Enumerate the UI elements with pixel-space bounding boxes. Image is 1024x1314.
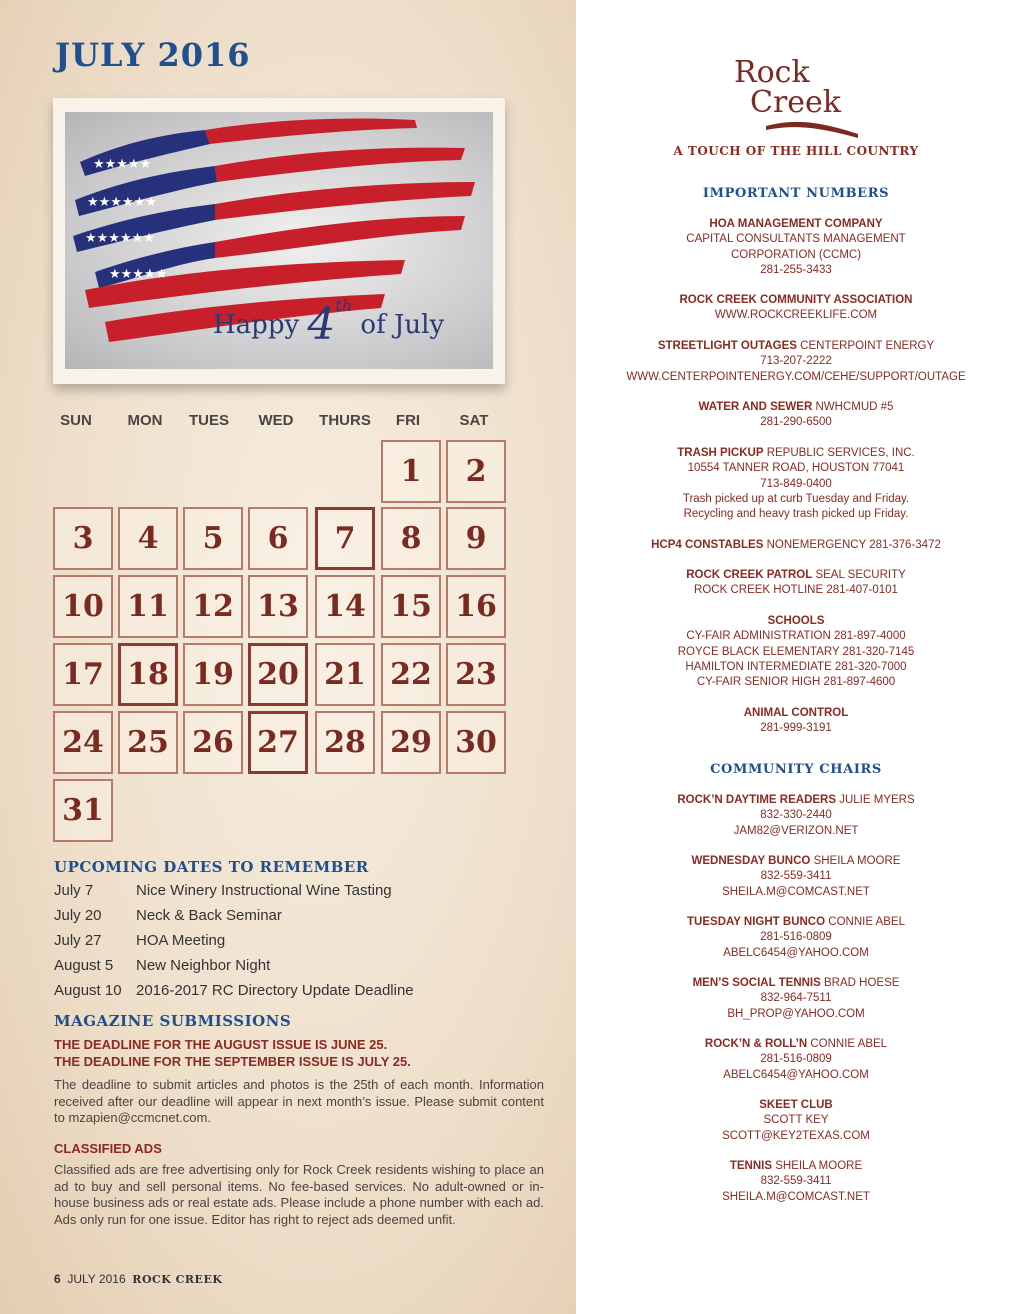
- entry-phone: 281-516-0809: [760, 1053, 832, 1066]
- entry-line: 10554 TANNER ROAD, HOUSTON 77041: [687, 462, 905, 475]
- weekday-wed: WED: [258, 412, 294, 429]
- entry-title: TUESDAY NIGHT BUNCO: [687, 916, 826, 928]
- water-entry: [576, 400, 1016, 431]
- calendar-day[interactable]: 25: [118, 711, 178, 774]
- animal-entry: [576, 706, 1016, 737]
- flag-card: [53, 98, 505, 384]
- entry-phone: 832-964-7511: [760, 992, 832, 1005]
- weekday-thurs: THURS: [319, 412, 371, 429]
- chair-entry: [576, 1159, 1016, 1205]
- entry-phone: 832-330-2440: [760, 809, 832, 822]
- entry-phone: 281-999-3191: [760, 722, 832, 735]
- event-date: August 5: [54, 957, 114, 974]
- calendar-day[interactable]: 15: [381, 575, 441, 638]
- entry-email[interactable]: JAM82@VERIZON.NET: [733, 824, 859, 837]
- august-deadline: THE DEADLINE FOR THE AUGUST ISSUE IS JUNE 25.: [54, 1037, 388, 1052]
- entry-title: WATER AND SEWER: [698, 401, 813, 413]
- calendar-day-highlighted[interactable]: 18: [118, 643, 178, 706]
- schools-entry: [576, 614, 1016, 690]
- event-name: 2016-2017 RC Directory Update Deadline: [136, 982, 414, 999]
- event-row: [54, 957, 270, 974]
- entry-provider: NWHCMUD #5: [815, 401, 894, 413]
- calendar-day[interactable]: 12: [183, 575, 243, 638]
- chair-entry: [576, 976, 1016, 1022]
- chairs-heading: COMMUNITY CHAIRS: [710, 762, 882, 777]
- happy-4th-caption: [213, 296, 444, 350]
- entry-title: ROCK’N & ROLL’N: [704, 1038, 808, 1050]
- entry-contact: SHEILA MOORE: [813, 855, 901, 867]
- fourth-number: 4: [307, 299, 336, 350]
- entry-contact: CONNIE ABEL: [828, 916, 905, 928]
- weekday-tues: TUES: [188, 412, 229, 429]
- entry-title: STREETLIGHT OUTAGES: [657, 340, 797, 352]
- september-deadline: THE DEADLINE FOR THE SEPTEMBER ISSUE IS JULY 25.: [54, 1054, 411, 1069]
- entry-line: CAPITAL CONSULTANTS MANAGEMENT: [686, 233, 906, 246]
- entry-title: MEN’S SOCIAL TENNIS: [692, 977, 821, 989]
- entry-line: CY-FAIR SENIOR HIGH 281-897-4600: [696, 676, 896, 689]
- trash-entry: [576, 446, 1016, 522]
- important-heading: IMPORTANT NUMBERS: [702, 186, 890, 201]
- entry-title: TENNIS: [729, 1160, 773, 1172]
- calendar-day[interactable]: 8: [381, 507, 441, 570]
- entry-title: ROCK’N DAYTIME READERS: [677, 794, 837, 806]
- calendar-day[interactable]: 22: [381, 643, 441, 706]
- entry-line: ROYCE BLACK ELEMENTARY 281-320-7145: [677, 645, 915, 658]
- entry-title: HCP4 CONSTABLES: [651, 539, 764, 551]
- event-date: July 20: [54, 907, 102, 924]
- logo-text: [734, 55, 841, 120]
- calendar-day[interactable]: 14: [315, 575, 375, 638]
- calendar-day[interactable]: 6: [248, 507, 308, 570]
- of-july-text: of July: [360, 310, 445, 340]
- entry-contact: CONNIE ABEL: [810, 1038, 888, 1050]
- entry-title: ANIMAL CONTROL: [743, 707, 849, 719]
- patrol-entry: [576, 568, 1016, 599]
- weekday-fri: FRI: [395, 412, 421, 429]
- calendar-day[interactable]: 26: [183, 711, 243, 774]
- calendar-day-highlighted[interactable]: 7: [315, 507, 375, 570]
- event-row: [54, 882, 392, 899]
- entry-phone: 713-849-0400: [760, 477, 832, 490]
- weekday-sat: SAT: [459, 412, 489, 429]
- entry-provider: REPUBLIC SERVICES, INC.: [766, 447, 915, 459]
- calendar-day[interactable]: 23: [446, 643, 506, 706]
- entry-provider: CENTERPOINT ENERGY: [800, 340, 935, 352]
- entry-email[interactable]: SHEILA.M@COMCAST.NET: [722, 885, 870, 898]
- classified-text: Classified ads are free advertising only for Rock Creek residents wishing to place an ad to buy and sell personal items. No fee-based services. No adult-owned or in-house business ads or real estate ads. Please include a phone number with each ad. Ads only run for one issue. Editor has right to reject ads deemed unfit.: [54, 1162, 544, 1227]
- event-date: July 27: [54, 932, 102, 949]
- entry-title: SKEET CLUB: [759, 1099, 833, 1111]
- svg-text:★★★★★★: ★★★★★★: [85, 231, 155, 246]
- event-row: [54, 907, 282, 924]
- calendar-day[interactable]: 24: [53, 711, 113, 774]
- entry-title: SCHOOLS: [767, 615, 825, 627]
- entry-email[interactable]: ABELC6454@YAHOO.COM: [723, 946, 869, 959]
- logo-line-2: Creek: [750, 85, 841, 120]
- american-flag-image: [65, 112, 493, 369]
- entry-phone: 281-516-0809: [760, 931, 832, 944]
- calendar-day[interactable]: 1: [381, 440, 441, 503]
- upcoming-heading: UPCOMING DATES TO REMEMBER: [54, 858, 369, 876]
- page-footer: [54, 1272, 222, 1286]
- entry-line: HAMILTON INTERMEDIATE 281-320-7000: [685, 660, 907, 673]
- submissions-text: The deadline to submit articles and photos is the 25th of each month. Information received after our deadline will appear in next month’s issue. Please submit content to mzapien@ccmcnet.com.: [54, 1077, 544, 1125]
- calendar-day[interactable]: 21: [315, 643, 375, 706]
- entry-contact: BRAD HOESE: [824, 977, 900, 989]
- chair-entry: [576, 1098, 1016, 1144]
- weekday-sun: SUN: [60, 412, 92, 429]
- page-title: JULY 2016: [55, 36, 251, 74]
- event-row: [54, 982, 414, 999]
- event-name: Neck & Back Seminar: [136, 907, 282, 924]
- entry-contact: SHEILA MOORE: [775, 1160, 863, 1172]
- footer-issue: JULY 2016: [67, 1272, 126, 1286]
- calendar-day[interactable]: 10: [53, 575, 113, 638]
- entry-email[interactable]: SCOTT@KEY2TEXAS.COM: [722, 1129, 870, 1142]
- happy-text: Happy: [213, 310, 300, 340]
- event-date: July 7: [54, 882, 94, 899]
- entry-line: Recycling and heavy trash picked up Friday.: [683, 508, 909, 521]
- entry-title: TRASH PICKUP: [677, 447, 764, 459]
- classified-heading: CLASSIFIED ADS: [54, 1141, 162, 1156]
- calendar-day[interactable]: 4: [118, 507, 178, 570]
- event-name: Nice Winery Instructional Wine Tasting: [136, 882, 392, 899]
- calendar-day[interactable]: 16: [446, 575, 506, 638]
- page-number: 6: [54, 1272, 61, 1286]
- chair-entry: [576, 854, 1016, 900]
- footer-magazine: ROCK CREEK: [132, 1273, 223, 1286]
- streetlight-entry: [576, 339, 1016, 385]
- svg-text:★★★★★★: ★★★★★★: [87, 195, 157, 210]
- calendar-day[interactable]: 13: [248, 575, 308, 638]
- calendar-day[interactable]: 17: [53, 643, 113, 706]
- entry-line: CY-FAIR ADMINISTRATION 281-897-4000: [686, 630, 906, 643]
- entry-phone: 832-559-3411: [760, 1175, 832, 1188]
- calendar-day[interactable]: 3: [53, 507, 113, 570]
- event-name: HOA Meeting: [136, 932, 226, 949]
- weekday-mon: MON: [127, 412, 163, 429]
- calendar-day[interactable]: 19: [183, 643, 243, 706]
- event-row: [54, 932, 225, 949]
- chair-entry: [576, 1037, 1016, 1083]
- entry-contact: JULIE MYERS: [839, 794, 915, 806]
- entry-phone: 281-255-3433: [760, 263, 832, 276]
- entry-link[interactable]: WWW.ROCKCREEKLIFE.COM: [714, 309, 878, 322]
- entry-provider: NONEMERGENCY 281-376-3472: [766, 539, 941, 551]
- entry-phone: 713-207-2222: [760, 355, 832, 368]
- svg-text:★★★★★: ★★★★★: [109, 267, 168, 282]
- event-name: New Neighbor Night: [136, 957, 271, 974]
- svg-text:★★★★★: ★★★★★: [93, 157, 152, 172]
- rcca-entry: [576, 293, 1016, 324]
- entry-title: ROCK CREEK COMMUNITY ASSOCIATION: [679, 294, 913, 306]
- hcp4-entry: [576, 538, 1016, 553]
- calendar-day[interactable]: 2: [446, 440, 506, 503]
- entry-phone: 832-559-3411: [760, 870, 832, 883]
- entry-provider: SEAL SECURITY: [815, 569, 906, 581]
- entry-title: HOA MANAGEMENT COMPANY: [709, 218, 883, 230]
- entry-contact: SCOTT KEY: [763, 1114, 829, 1127]
- entry-title: WEDNESDAY BUNCO: [691, 855, 811, 867]
- rock-creek-logo: [576, 56, 1016, 138]
- chair-entry: [576, 915, 1016, 961]
- hoa-entry: [576, 217, 1016, 278]
- entry-title: ROCK CREEK PATROL: [686, 569, 813, 581]
- entry-phone: ROCK CREEK HOTLINE 281-407-0101: [694, 584, 898, 597]
- event-date: August 10: [54, 982, 122, 999]
- entry-phone: 281-290-6500: [760, 416, 832, 429]
- calendar-day[interactable]: 5: [183, 507, 243, 570]
- entry-email[interactable]: ABELC6454@YAHOO.COM: [723, 1068, 869, 1081]
- calendar-day[interactable]: 30: [446, 711, 506, 774]
- entry-email[interactable]: BH_PROP@YAHOO.COM: [727, 1007, 865, 1020]
- entry-email[interactable]: SHEILA.M@COMCAST.NET: [722, 1190, 870, 1203]
- tagline: A TOUCH OF THE HILL COUNTRY: [673, 144, 919, 158]
- entry-line: Trash picked up at curb Tuesday and Friday.: [682, 492, 910, 505]
- logo-line-1: Rock: [734, 55, 810, 90]
- submissions-heading: MAGAZINE SUBMISSIONS: [54, 1012, 292, 1030]
- calendar-day[interactable]: 28: [315, 711, 375, 774]
- calendar-day-highlighted[interactable]: 27: [248, 711, 308, 774]
- entry-link[interactable]: WWW.CENTERPOINTENERGY.COM/CEHE/SUPPORT/OUTAGE: [626, 370, 966, 383]
- chair-entry: [576, 793, 1016, 839]
- calendar-day-highlighted[interactable]: 20: [248, 643, 308, 706]
- entry-line: CORPORATION (CCMC): [730, 248, 862, 261]
- calendar-day[interactable]: 11: [118, 575, 178, 638]
- calendar-day[interactable]: 29: [381, 711, 441, 774]
- calendar-day[interactable]: 9: [446, 507, 506, 570]
- calendar-day[interactable]: 31: [53, 779, 113, 842]
- ordinal-suffix: th: [335, 296, 353, 315]
